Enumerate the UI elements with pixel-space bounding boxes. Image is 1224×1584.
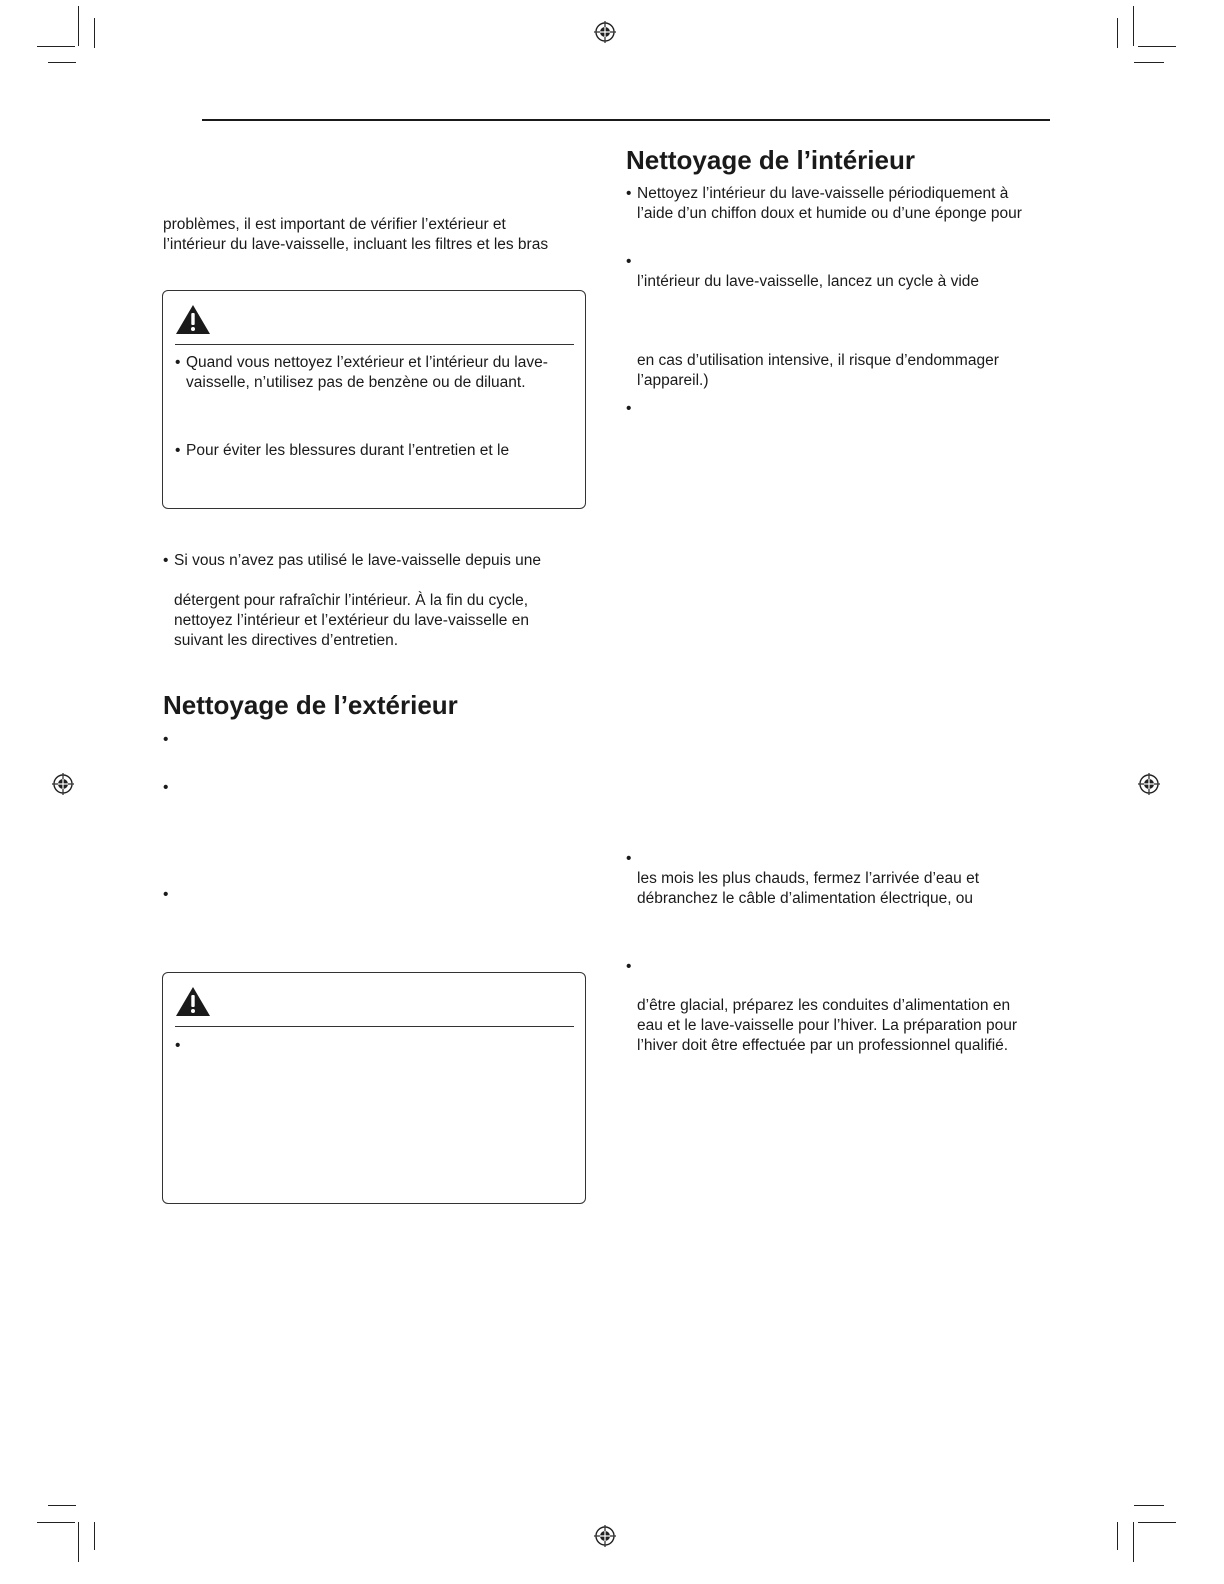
warning-triangle-icon: [175, 304, 211, 335]
text-line: détergent pour rafraîchir l’intérieur. À la fin du cycle,: [174, 592, 529, 609]
bullet-icon: •: [175, 1037, 181, 1054]
text-line: suivant les directives d’entretien.: [174, 632, 399, 649]
text-line: problèmes, il est important de vérifier l’extérieur et: [163, 216, 506, 233]
text-line: les mois les plus chauds, fermez l’arrivée d’eau et: [637, 870, 980, 887]
text-line: débranchez le câble d’alimentation électrique, ou: [637, 890, 974, 907]
section-heading-exterior: Nettoyage de l’extérieur: [163, 690, 458, 720]
bullet-icon: •: [626, 185, 632, 202]
crop-mark: [78, 6, 79, 46]
crop-mark: [48, 1505, 76, 1506]
crop-mark: [37, 1522, 75, 1523]
crop-mark: [37, 46, 75, 47]
text-line: l’appareil.): [637, 372, 709, 389]
bullet-icon: •: [163, 886, 169, 903]
caution-box: [162, 972, 586, 1204]
bullet-icon: •: [175, 354, 181, 371]
crop-mark: [48, 62, 76, 63]
text-line: l’intérieur du lave-vaisselle, incluant les filtres et les bras: [163, 236, 549, 253]
text-line: d’être glacial, préparez les conduites d’alimentation en: [637, 997, 1011, 1014]
text-line: Pour éviter les blessures durant l’entretien et le: [186, 442, 510, 459]
registration-mark-icon: [1137, 772, 1161, 796]
crop-mark: [1138, 46, 1176, 47]
bullet-icon: •: [626, 958, 632, 975]
text-line: Quand vous nettoyez l’extérieur et l’intérieur du lave-: [186, 354, 548, 371]
registration-mark-icon: [593, 1524, 617, 1548]
bullet-icon: •: [626, 850, 632, 867]
crop-mark: [94, 1522, 95, 1550]
text-line: Si vous n’avez pas utilisé le lave-vaisselle depuis une: [174, 552, 542, 569]
text-line: l’aide d’un chiffon doux et humide ou d’une éponge pour: [637, 205, 1022, 222]
bullet-icon: •: [626, 253, 632, 270]
text-line: nettoyez l’intérieur et l’extérieur du lave-vaisselle en: [174, 612, 529, 629]
caution-rule: [175, 344, 574, 345]
crop-mark: [1134, 62, 1164, 63]
crop-mark: [1117, 18, 1118, 48]
text-line: Nettoyez l’intérieur du lave-vaisselle périodiquement à: [637, 185, 1009, 202]
registration-mark-icon: [51, 772, 75, 796]
crop-mark: [1133, 1522, 1134, 1562]
crop-mark: [1117, 1522, 1118, 1550]
crop-mark: [94, 18, 95, 48]
section-heading-interior: Nettoyage de l’intérieur: [626, 145, 915, 175]
crop-mark: [1134, 1505, 1164, 1506]
text-line: en cas d’utilisation intensive, il risque d’endommager: [637, 352, 999, 369]
bullet-icon: •: [626, 400, 632, 417]
text-line: vaisselle, n’utilisez pas de benzène ou de diluant.: [186, 374, 526, 391]
bullet-icon: •: [163, 731, 169, 748]
bullet-icon: •: [175, 442, 181, 459]
text-line: l’hiver doit être effectuée par un professionnel qualifié.: [637, 1037, 1009, 1054]
crop-mark: [1133, 6, 1134, 46]
caution-box: [162, 290, 586, 509]
bullet-icon: •: [163, 779, 169, 796]
registration-mark-icon: [593, 20, 617, 44]
warning-triangle-icon: [175, 986, 211, 1017]
header-rule: [202, 119, 1050, 121]
text-line: eau et le lave-vaisselle pour l’hiver. La préparation pour: [637, 1017, 1017, 1034]
bullet-icon: •: [163, 552, 169, 569]
crop-mark: [78, 1522, 79, 1562]
caution-rule: [175, 1026, 574, 1027]
crop-mark: [1138, 1522, 1176, 1523]
text-line: l’intérieur du lave-vaisselle, lancez un cycle à vide: [637, 273, 980, 290]
